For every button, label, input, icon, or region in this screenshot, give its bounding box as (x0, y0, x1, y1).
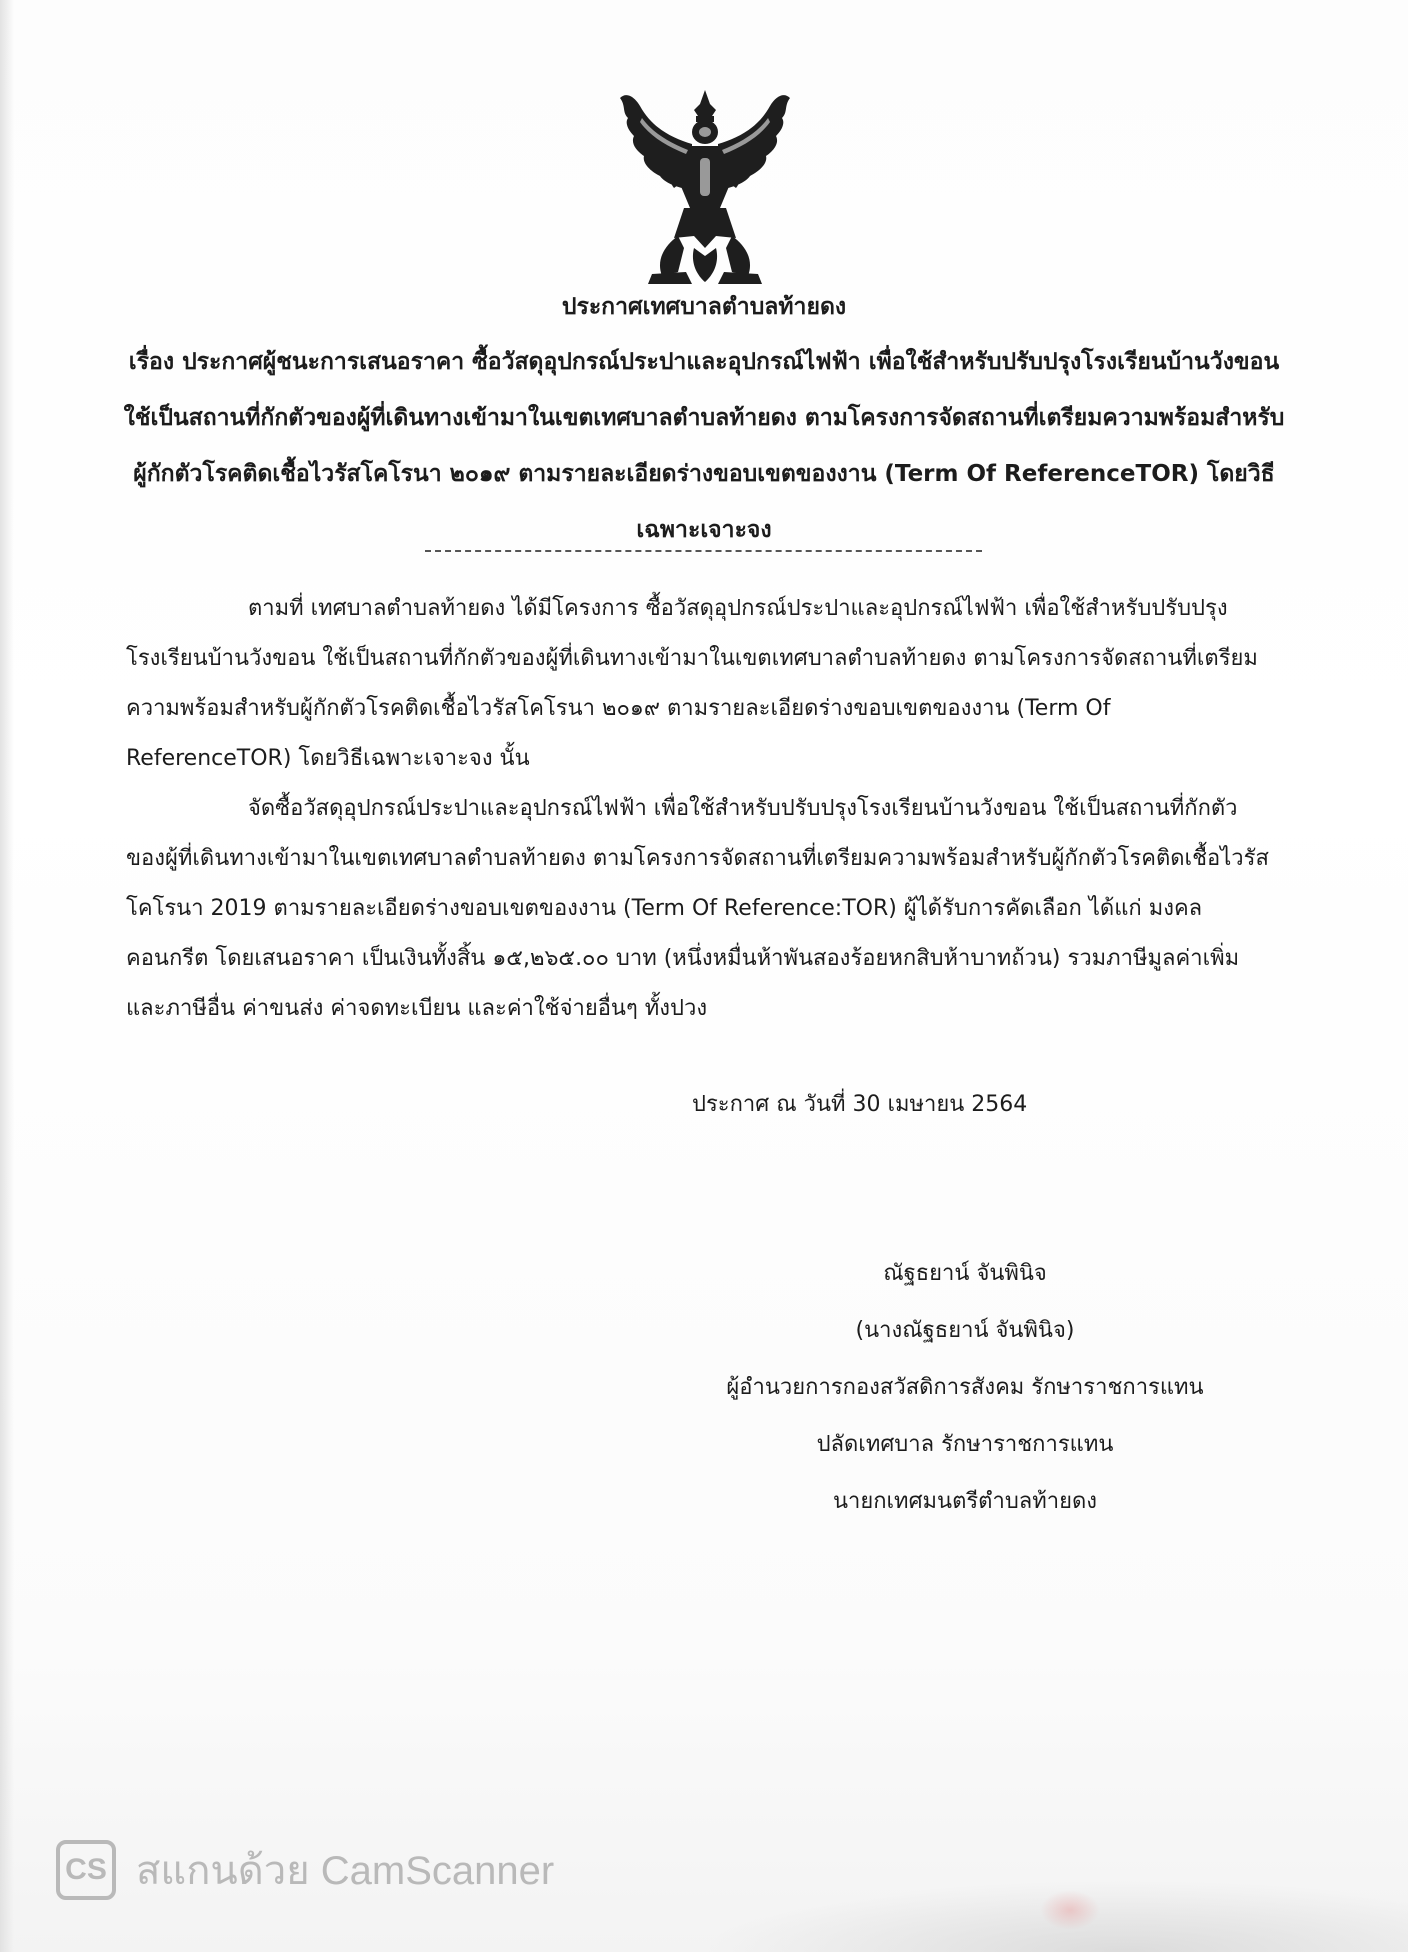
announce-date: ประกาศ ณ วันที่ 30 เมษายน 2564 (692, 1092, 1028, 1117)
signature-block (700, 1245, 1230, 1530)
watermark-text: สแกนด้วย CamScanner (136, 1849, 555, 1893)
document-body (126, 584, 1276, 1034)
signatory-position-3: นายกเทศมนตรีตำบลท้ายดง (832, 1489, 1098, 1514)
garuda-emblem-icon (612, 88, 798, 288)
section-divider (425, 550, 982, 552)
document-title: ประกาศเทศบาลตำบลท้ายดง (561, 294, 847, 320)
document-subject: เรื่อง ประกาศผู้ชนะการเสนอราคา ซื้อวัสดุอุปกรณ์ประปาและอุปกรณ์ไฟฟ้า เพื่อใช้สำหรับปรับปรุงโรงเรียนบ้านวังขอน ใช้เป็นสถานที่กักตัวของผู้ที่เดินทางเข้ามาในเขตเทศบาลตำบลท้ายดง ตามโครงการจัดสถานที่เตรียมความพร้อมสำหรับผู้กักตัวโรคติดเชื้อไวรัสโคโรนา ๒๐๑๙ ตามรายละเอียดร่างขอบเขตของงาน (Term Of ReferenceTOR) โดยวิธีเฉพาะเจาะจง (123, 349, 1285, 543)
signed-name: ณัฐธยาน์ จันพินิจ (883, 1261, 1047, 1286)
camscanner-watermark (56, 1838, 554, 1902)
signatory-position-2: ปลัดเทศบาล รักษาราชการแทน (816, 1432, 1114, 1457)
scan-stain (1040, 1890, 1100, 1930)
body-paragraph-1: ตามที่ เทศบาลตำบลท้ายดง ได้มีโครงการ ซื้อวัสดุอุปกรณ์ประปาและอุปกรณ์ไฟฟ้า เพื่อใช้สำหรับปรับปรุงโรงเรียนบ้านวังขอน ใช้เป็นสถานที่กักตัวของผู้ที่เดินทางเข้ามาในเขตเทศบาลตำบลท้ายดง ตามโครงการจัดสถานที่เตรียมความพร้อมสำหรับผู้กักตัวโรคติดเชื้อไวรัสโคโรนา ๒๐๑๙ ตามรายละเอียดร่างขอบเขตของงาน (Term Of ReferenceTOR) โดยวิธีเฉพาะเจาะจง นั้น (126, 596, 1258, 771)
signatory-full-name: (นางณัฐธยาน์ จันพินิจ) (855, 1318, 1075, 1343)
camscanner-logo-icon: CS (56, 1840, 116, 1900)
signatory-position-1: ผู้อำนวยการกองสวัสดิการสังคม รักษาราชการแทน (726, 1375, 1204, 1400)
body-paragraph-2: จัดซื้อวัสดุอุปกรณ์ประปาและอุปกรณ์ไฟฟ้า เพื่อใช้สำหรับปรับปรุงโรงเรียนบ้านวังขอน ใช้เป็นสถานที่กักตัวของผู้ที่เดินทางเข้ามาในเขตเทศบาลตำบลท้ายดง ตามโครงการจัดสถานที่เตรียมความพร้อมสำหรับผู้กักตัวโรคติดเชื้อไวรัสโคโรนา 2019 ตามรายละเอียดร่างขอบเขตของงาน (Term Of Reference:TOR) ผู้ได้รับการคัดเลือก ได้แก่ มงคลคอนกรีต โดยเสนอราคา เป็นเงินทั้งสิ้น ๑๕,๒๖๕.๐๐ บาท (หนึ่งหมื่นห้าพันสองร้อยหกสิบห้าบาทถ้วน) รวมภาษีมูลค่าเพิ่มและภาษีอื่น ค่าขนส่ง ค่าจดทะเบียน และค่าใช้จ่ายอื่นๆ ทั้งปวง (126, 796, 1269, 1021)
